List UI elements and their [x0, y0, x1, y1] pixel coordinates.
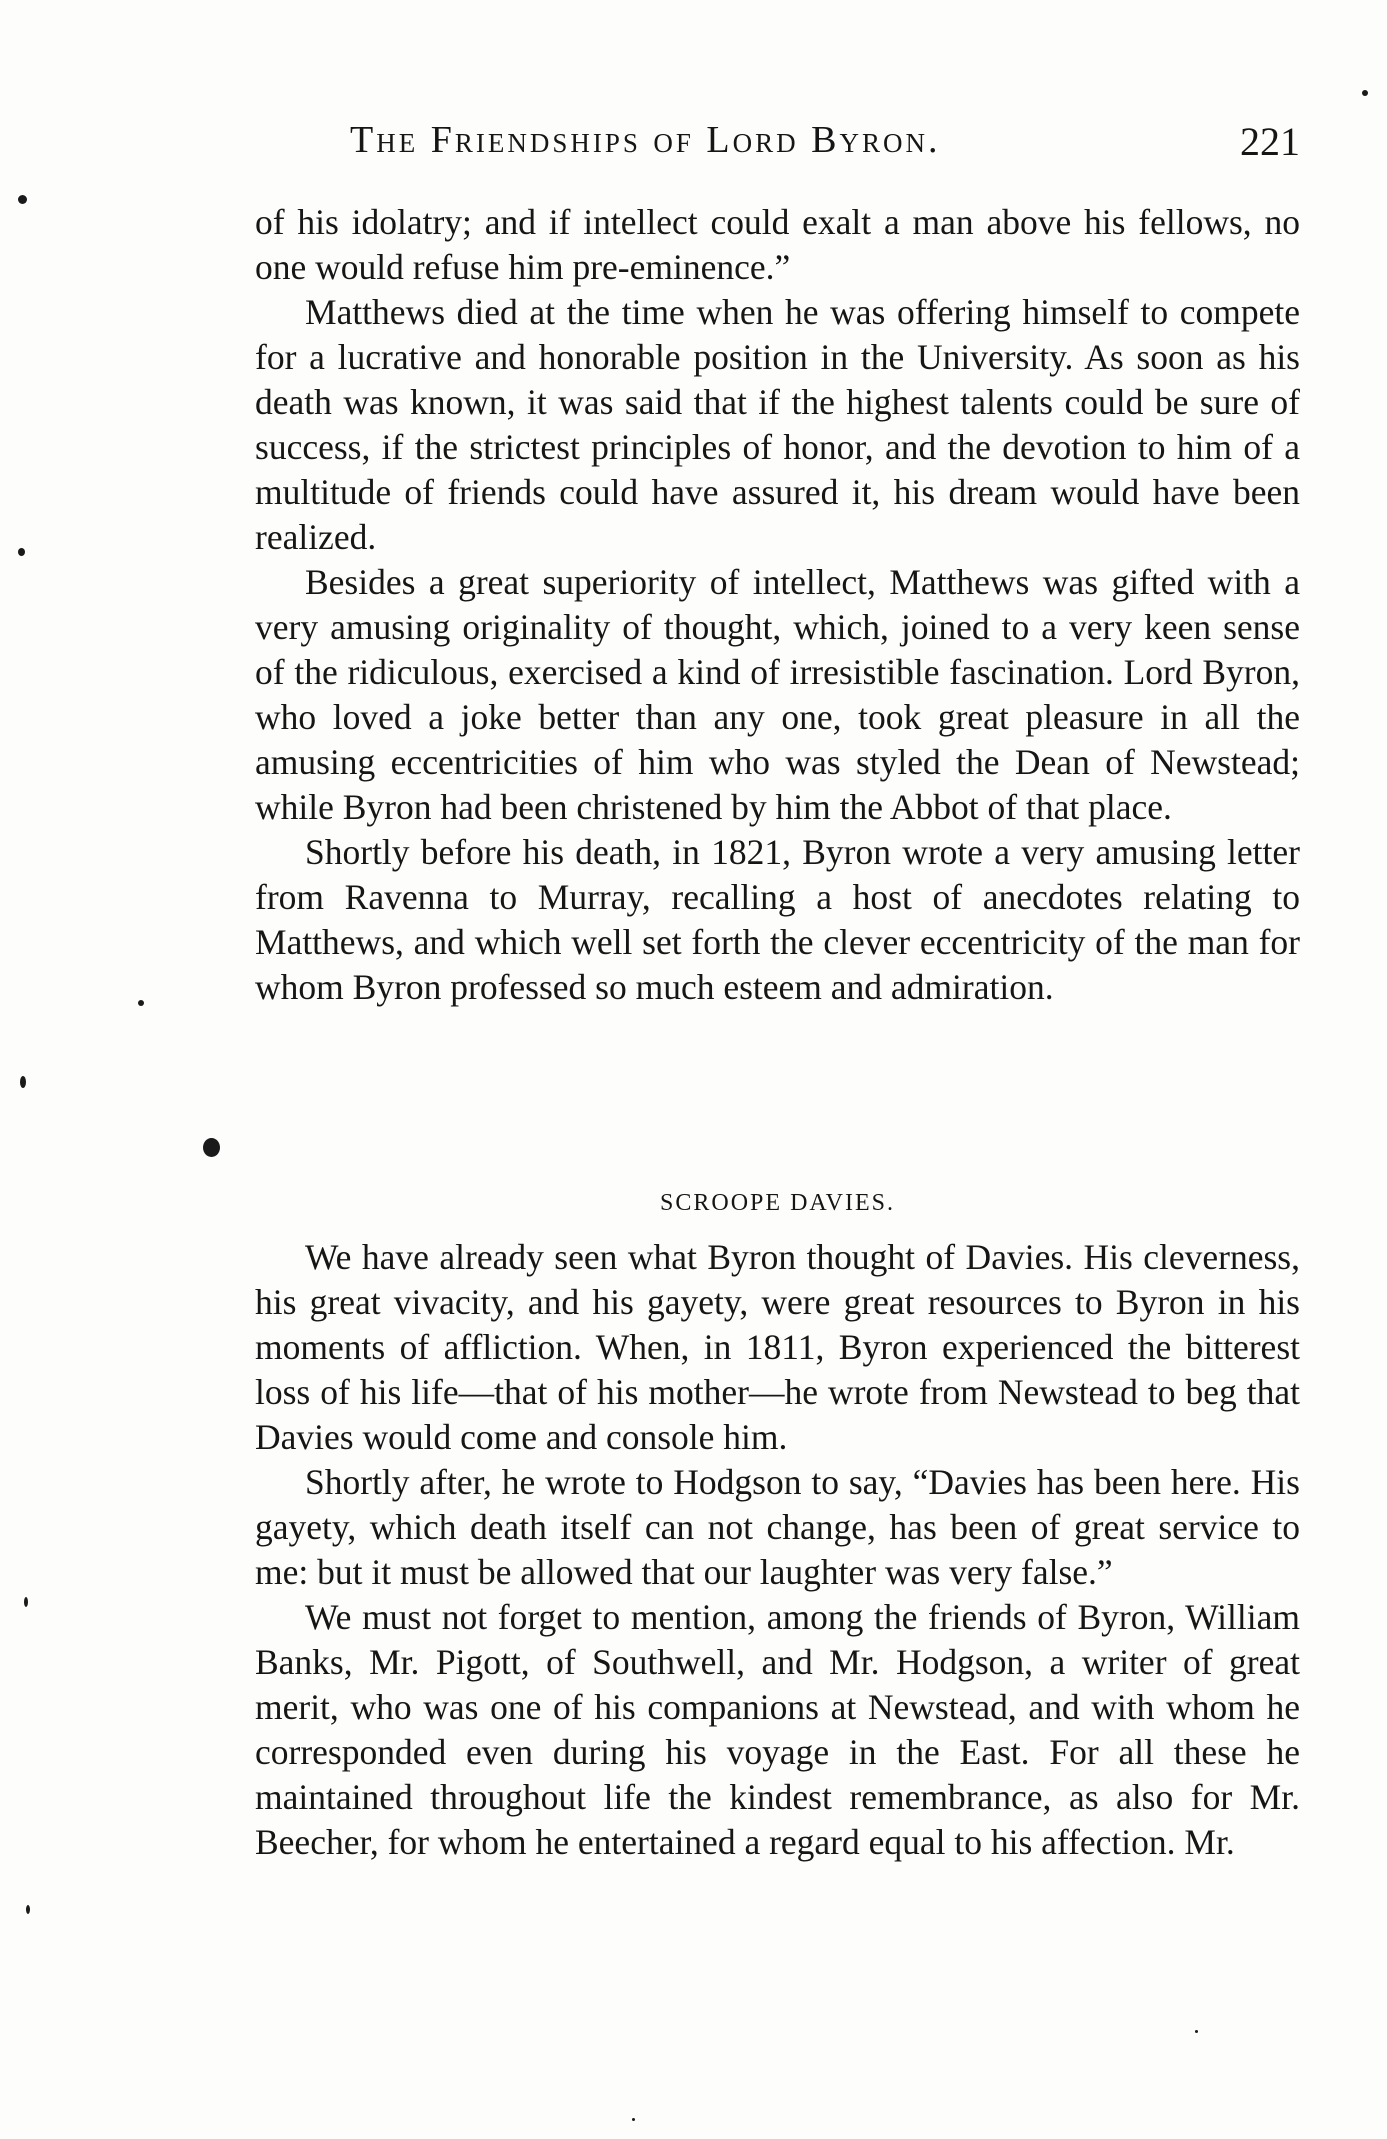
- running-title: The Friendships of Lord Byron.: [350, 119, 941, 161]
- margin-speck: [138, 1000, 144, 1006]
- paragraph-matthews-wit: Besides a great superiority of intellect, Matthews was gifted with a very amusing originality of thought, which, joined to a very keen sense of the ridiculous, exercised a kind of irresistible fascination. Lord Byron, who loved a joke better than any one, took great pleasure in all the amusing eccentricities of him who was styled the Dean of Newstead; while Byron had been christened by him the Abbot of that place.: [255, 562, 1300, 827]
- paragraph-davies-intro: We have already seen what Byron thought of Davies. His cleverness, his great vivacity, and his gayety, were great resources to Byron in his moments of affliction. When, in 1811, Byron experienced the bitterest loss of his life—that of his mother—he wrote from Newstead to beg that Davies would come and console him.: [255, 1237, 1300, 1457]
- margin-speck: [20, 1076, 26, 1088]
- margin-speck: [1195, 2030, 1198, 2033]
- paragraph-other-friends: We must not forget to mention, among the friends of Byron, William Banks, Mr. Pigott, of Southwell, and Mr. Hodgson, a writer of great merit, who was one of his companions at Newstead, and with whom he corresponded even during his voyage in the East. For all these he maintained throughout life the kindest remembrance, as also for Mr. Beecher, for whom he entertained a regard equal to his affection. Mr.: [255, 1597, 1300, 1862]
- margin-speck: [632, 2118, 635, 2121]
- margin-speck: [26, 1905, 30, 1914]
- margin-speck: [18, 548, 25, 556]
- margin-speck: [24, 1597, 28, 1607]
- margin-speck: [18, 195, 27, 204]
- body-text: [255, 200, 1300, 1010]
- page-number: 221: [1240, 119, 1300, 164]
- margin-speck: [1362, 90, 1368, 96]
- paragraph-hodgson-letter: Shortly after, he wrote to Hodgson to say, “Davies has been here. His gayety, which death itself can not change, has been of great service to me: but it must be allowed that our laughter was very false.”: [255, 1462, 1300, 1592]
- paragraph-ravenna-letter: Shortly before his death, in 1821, Byron wrote a very amusing letter from Ravenna to Murray, recalling a host of anecdotes relating to Matthews, and which well set forth the clever eccentricity of the man for whom Byron professed so much esteem and admiration.: [255, 832, 1300, 1007]
- page-header: [350, 118, 1300, 178]
- section-heading: SCROOPE DAVIES.: [660, 1190, 895, 1216]
- paragraph-matthews-death: Matthews died at the time when he was offering himself to compete for a lucrative and honorable position in the University. As soon as his death was known, it was said that if the highest talents could be sure of success, if the strictest principles of honor, and the devotion to him of a multitude of friends could have assured it, his dream would have been realized.: [255, 292, 1300, 557]
- section-scroope-davies: [255, 1190, 1300, 1865]
- paragraph-continuation: of his idolatry; and if intellect could exalt a man above his fellows, no one would refuse him pre-eminence.”: [255, 202, 1300, 287]
- margin-speck: [203, 1138, 220, 1157]
